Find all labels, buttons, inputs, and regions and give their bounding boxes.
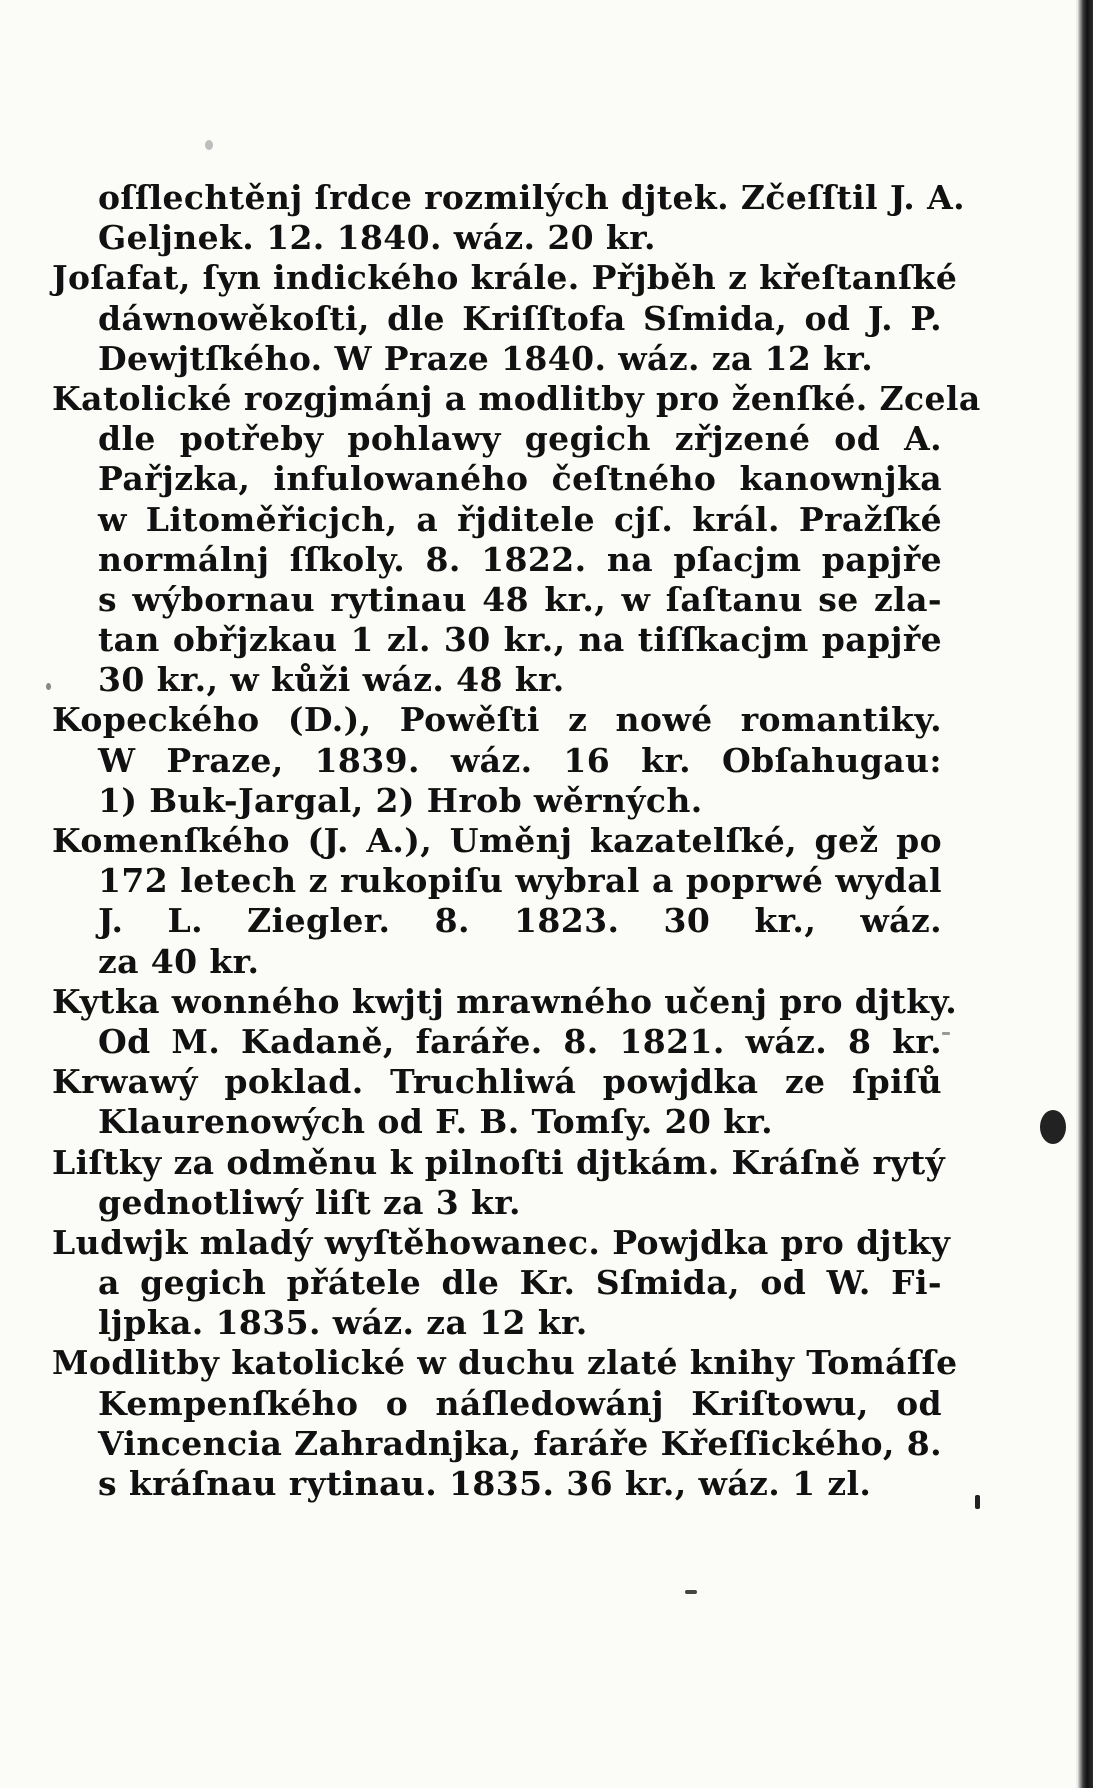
entry-line: Katolické rozgjmánj a modlitby pro ženſké. Zcela xyxy=(52,378,981,418)
entry-line: za 40 kr. xyxy=(98,941,260,981)
entry-line: Od M. Kadaně, faráře. 8. 1821. wáz. 8 kr. xyxy=(98,1021,942,1061)
entry-6 xyxy=(52,981,958,1062)
entry-2 xyxy=(52,258,958,379)
entry-line: oſſlechtěnj ſrdce rozmilých djtek. Zčeſſtil J. A. xyxy=(98,178,965,217)
entry-line: Liſtky za odměnu k pilnoſti djtkám. Kráſně rytý xyxy=(52,1142,946,1182)
entry-line: Joſafat, ſyn indického krále. Přjběh z křeſtanſké xyxy=(52,258,958,298)
entry-line: dle potřeby pohlawy gegich zřjzené od A. xyxy=(98,419,942,459)
entry-line: Ludwjk mladý wyſtěhowanec. Powjdka pro djtky xyxy=(52,1222,951,1262)
entry-line: Geljnek. 12. 1840. wáz. 20 kr. xyxy=(98,218,656,258)
entry-line: Komenſkého (J. A.), Uměnj kazatelſké, gež po xyxy=(52,821,942,860)
entry-7 xyxy=(52,1062,942,1142)
entry-line: normálnj ſſkoly. 8. 1822. na pſacjm papjře xyxy=(98,539,942,579)
entry-line: Pařjzka, infulowaného čeſtného kanownjka xyxy=(98,459,942,499)
entry-line: Vincencia Zahradnjka, faráře Křeſſického, 8. xyxy=(98,1423,942,1463)
entry-1 xyxy=(52,178,965,258)
ink-speck xyxy=(46,683,51,690)
entry-line: a gegich přátele dle Kr. Sſmida, od W. Fi- xyxy=(98,1263,942,1303)
entry-line: w Litoměřicjch, a řjditele cjſ. král. Pražſké xyxy=(98,499,942,539)
entry-line: Klaurenowých od F. B. Tomſy. 20 kr. xyxy=(98,1102,774,1142)
ink-speck xyxy=(205,140,213,150)
entry-line: Kytka wonného kwjtj mrawného učenj pro djtky. xyxy=(52,981,958,1021)
entry-line: s kráſnau rytinau. 1835. 36 kr., wáz. 1 zl. xyxy=(98,1464,872,1503)
entry-line: J. L. Ziegler. 8. 1823. 30 kr., wáz. xyxy=(98,901,942,941)
entry-line: ljpka. 1835. wáz. za 12 kr. xyxy=(98,1303,588,1343)
entry-5 xyxy=(52,821,942,982)
ink-speck xyxy=(1040,1110,1066,1144)
entry-line: dáwnowěkoſti, dle Kriſſtofa Sſmida, od J. P. xyxy=(98,298,942,338)
entry-line: Modlitby katolické w duchu zlaté knihy Tomáſſe xyxy=(52,1343,958,1383)
entry-8 xyxy=(52,1142,946,1223)
entry-line: s wýbornau rytinau 48 kr., w ſaſtanu se zla- xyxy=(98,579,942,619)
entry-line: Kopeckého (D.), Powěſti z nowé romantiky. xyxy=(52,700,942,740)
page-edge-shadow xyxy=(1078,0,1093,1788)
entry-line: W Praze, 1839. wáz. 16 kr. Obſahugau: xyxy=(98,740,942,780)
entry-line: 30 kr., w kůži wáz. 48 kr. xyxy=(98,660,565,700)
entry-9 xyxy=(52,1222,951,1344)
ink-speck xyxy=(975,1495,980,1509)
catalog-text xyxy=(52,178,981,1504)
entry-10 xyxy=(52,1343,958,1504)
entry-line: Kempenſkého o náſledowánj Kriſtowu, od xyxy=(98,1383,942,1423)
ink-speck xyxy=(685,1590,697,1594)
entry-4 xyxy=(52,700,942,821)
entry-line: 172 letech z rukopiſu wybral a poprwé wydal xyxy=(98,861,942,901)
entry-line: 1) Buk-Jargal, 2) Hrob wěrných. xyxy=(98,780,703,820)
entry-line: tan obřjzkau 1 zl. 30 kr., na tiſſkacjm papjře xyxy=(98,620,942,660)
entry-3 xyxy=(52,378,981,701)
entry-line: Krwawý poklad. Truchliwá powjdka ze ſpiſů xyxy=(52,1062,942,1102)
entry-line: Dewjtſkého. W Praze 1840. wáz. za 12 kr. xyxy=(98,338,874,378)
ink-speck xyxy=(942,1032,950,1035)
entry-line: gednotliwý liſt za 3 kr. xyxy=(98,1182,521,1222)
